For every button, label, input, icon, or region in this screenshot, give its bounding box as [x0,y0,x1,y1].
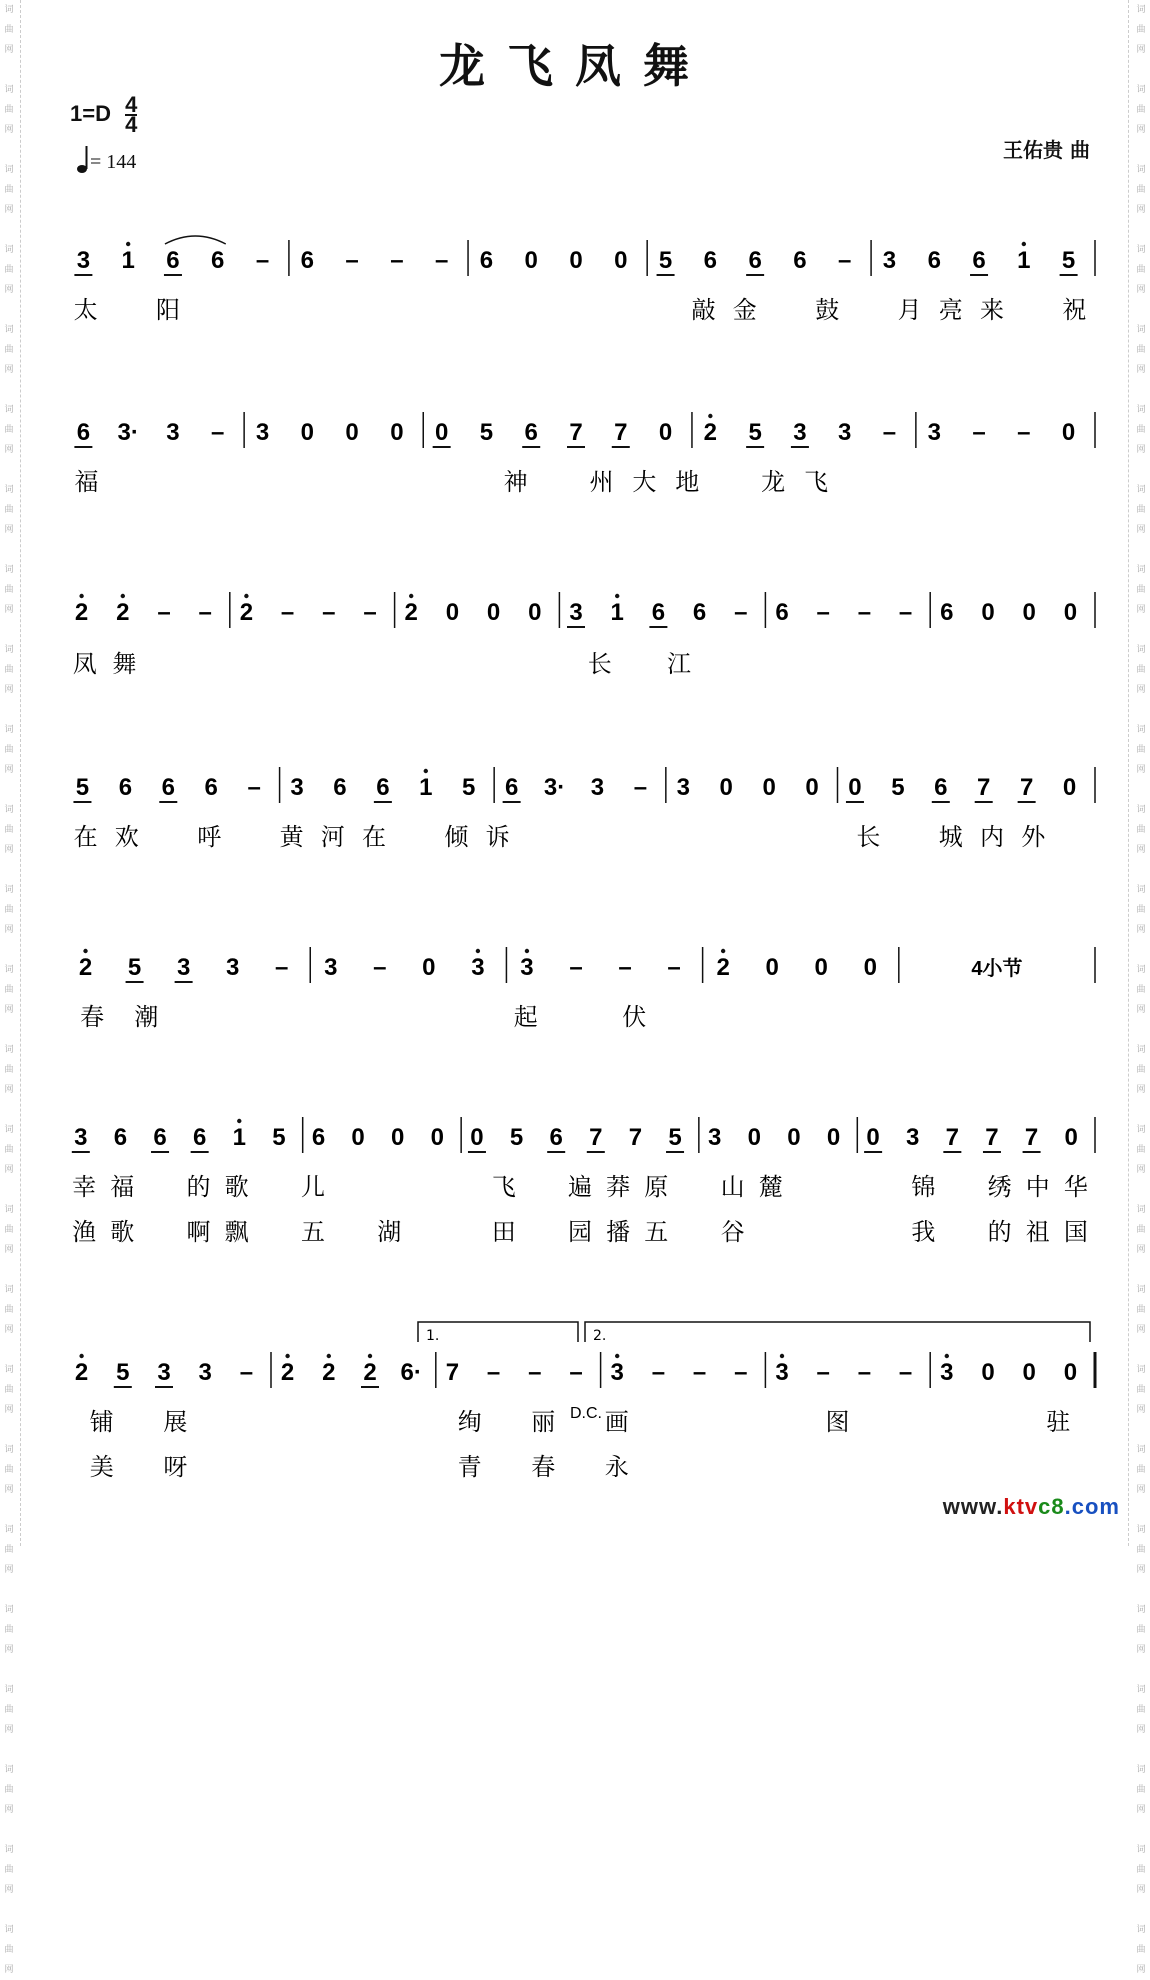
note: 2 [74,599,89,626]
note: 3 [906,1124,920,1151]
note: 0 [826,1124,841,1151]
note: – [363,599,377,626]
lyric-char: 青 [457,1453,482,1481]
note: 0 [528,599,542,626]
tempo-value: = 144 [90,151,137,173]
lyric-char: 春 [531,1453,556,1481]
note: 6· [400,1359,422,1386]
note: 6 [703,247,718,274]
lyric-char: 潮 [134,1003,159,1031]
note: 6 [376,774,390,801]
note: – [247,774,261,801]
note: 0 [866,1124,880,1151]
key-label: 1=D [70,100,111,126]
note: 6 [192,1124,207,1151]
lyric-char: 亮 [938,296,963,324]
lyric-char: 播 [606,1218,631,1246]
lyric-char: 春 [80,1003,105,1031]
high-octave-dot [121,594,125,598]
note: 0 [1063,1359,1078,1386]
note: 2 [239,599,254,626]
note: 3 [157,1359,171,1386]
lyric-char: 地 [675,468,700,496]
note: – [528,1359,542,1386]
lyric-char: 祖 [1025,1218,1050,1246]
note: 0 [1022,599,1036,626]
note: 7 [1019,774,1034,801]
lyric-char: 展 [163,1408,188,1436]
note: 6 [927,247,941,274]
note: 0 [658,419,673,446]
note: 0 [1062,774,1077,801]
note: 0 [524,247,538,274]
lyric-char: 永 [604,1453,629,1481]
note: 3 [940,1359,954,1386]
high-octave-dot [237,1119,241,1123]
lyric-char: 呀 [163,1453,188,1481]
lyric-char: 歌 [110,1218,135,1246]
high-octave-dot [780,1354,784,1358]
lyric-char: 的 [987,1218,1012,1246]
note: 7 [945,1124,960,1151]
lyric-char: 大 [632,468,657,496]
note: – [1017,419,1031,446]
note: 3 [255,419,270,446]
lyric-char: 绚 [457,1408,482,1436]
note: 5 [509,1124,524,1151]
note: – [972,419,986,446]
note: 3 [610,1359,624,1386]
note: 3 [74,1124,88,1151]
note: 3· [543,774,566,801]
note: – [898,599,913,626]
note: 6 [692,599,707,626]
lyric-char: 原 [644,1173,669,1201]
note: 2 [74,1359,89,1386]
lyric-char: 山 [720,1173,745,1201]
note: – [734,599,748,626]
note: 0 [765,954,779,981]
high-octave-dot [1022,242,1026,246]
high-octave-dot [615,1354,619,1358]
note: 6 [76,419,91,446]
note: 0 [300,419,314,446]
composer: 王佑贵 曲 [1003,138,1090,162]
note: 3 [590,774,605,801]
note: 2 [280,1359,295,1386]
note: 5 [748,419,762,446]
note: 6 [934,774,948,801]
note: 3 [176,954,191,981]
lyric-char: 外 [1021,823,1046,851]
high-octave-dot [945,1354,949,1358]
note: 6 [166,247,180,274]
volta-2-label: 2. [593,1328,607,1344]
note: – [255,247,270,274]
note: 7 [985,1124,999,1151]
time-top: 4 [125,92,138,117]
note: 3 [882,247,897,274]
note: 0 [1022,1359,1036,1386]
note: 7 [445,1359,460,1386]
note: 6 [113,1124,128,1151]
lyric-char: 田 [491,1218,516,1246]
lyric-char: 凤 [72,650,97,678]
watermark-com: .com [1064,1494,1120,1519]
lyric-char: 福 [74,468,99,496]
note: 6 [775,599,789,626]
lyric-char: 丽 [531,1408,556,1436]
lyric-char: 莽 [606,1173,631,1201]
note: 3 [166,419,180,446]
note: 3 [569,599,583,626]
high-octave-dot [476,949,480,953]
note: – [275,954,289,981]
high-octave-dot [409,594,413,598]
note: 0 [569,247,583,274]
note: 0 [445,599,460,626]
note: 7 [569,419,583,446]
note: – [569,1359,583,1386]
note: – [345,247,359,274]
note: 3 [927,419,941,446]
note: 0 [614,247,628,274]
high-octave-dot [424,769,428,773]
lyric-char: 画 [604,1408,629,1436]
note: 5 [272,1124,286,1151]
note: 3 [707,1124,722,1151]
lyric-char: 在 [73,823,98,851]
note: 5 [1061,247,1076,274]
lyric-char: 太 [73,296,98,324]
note: 3· [117,419,139,446]
lyric-char: 在 [362,823,386,851]
lyric-char: 倾 [444,823,469,851]
note: 5 [658,247,673,274]
note: 3 [290,774,304,801]
high-octave-dot [79,1354,83,1358]
note: 7 [1024,1124,1039,1151]
note: – [898,1359,913,1386]
note: – [838,247,852,274]
high-octave-dot [615,594,619,598]
da-capo-label: D.C. [570,1405,602,1422]
high-octave-dot [368,1354,372,1358]
lyric-char: 阳 [156,296,180,324]
note: 2 [404,599,418,626]
lyric-char: 来 [980,296,1004,324]
note: 0 [981,599,995,626]
note: – [373,954,387,981]
note: 7 [614,419,628,446]
lyric-char: 五 [300,1218,325,1246]
slur [165,236,226,244]
lyric-char: 长 [856,823,881,851]
note: 3 [793,419,807,446]
note: 7 [589,1124,603,1151]
note: 0 [422,954,436,981]
note: 0 [434,419,449,446]
lyric-char: 歌 [224,1173,249,1201]
lyric-char: 金 [732,296,757,324]
note: 0 [805,774,819,801]
lyric-char: 州 [589,468,614,496]
note: 7 [628,1124,643,1151]
note: 2 [716,954,730,981]
note: 0 [1063,599,1078,626]
watermark-k: ktv [1003,1494,1039,1519]
lyric-char: 谷 [720,1218,745,1246]
lyric-char: 美 [89,1453,114,1481]
high-octave-dot [126,242,130,246]
high-octave-dot [708,414,712,418]
lyric-char: 长 [587,650,612,678]
watermark-c: c8 [1038,1494,1065,1519]
note: 2 [363,1359,377,1386]
note: 3 [520,954,534,981]
lyric-char: 麓 [758,1173,783,1201]
high-octave-dot [525,949,529,953]
note: 0 [981,1359,995,1386]
high-octave-dot [79,594,83,598]
note: 2 [78,954,93,981]
note: 0 [863,954,877,981]
lyric-char: 园 [568,1218,592,1246]
note: – [816,599,830,626]
note: 0 [762,774,776,801]
note: – [198,599,212,626]
lyric-char: 飞 [804,468,829,496]
note: – [618,954,632,981]
note: 6 [524,419,538,446]
note: – [322,599,336,626]
note: 1 [419,774,433,801]
volta-1-bracket [418,1322,578,1342]
high-octave-dot [285,1354,289,1358]
lyric-char: 敲 [691,296,716,324]
note: – [692,1359,707,1386]
lyric-char: 驻 [1046,1408,1071,1436]
side-mark-left: 词 曲 网 词 曲 网 词 曲 网 词 曲 网 词 曲 网 词 曲 网 词 曲 网 词 曲 网 词 曲 网 词 曲 网 词 曲 网 词 曲 网 词 曲 网 词 曲 网 词 曲 网 词 曲 网 词 曲 网 词 曲 网 词 曲 网 词 曲 网 词 曲 网 词 曲 网 词 曲 网 词 曲 网 词 曲 网 [4,5,14,1975]
lyric-char: 龙 [761,468,786,496]
lyric-char: 湖 [377,1218,402,1246]
note: 0 [1064,1124,1078,1151]
lyric-char: 渔 [72,1218,97,1246]
note: 5 [116,1359,130,1386]
high-octave-dot [244,594,248,598]
note: 0 [470,1124,484,1151]
note: – [434,247,449,274]
note: 0 [848,774,862,801]
note: – [816,1359,830,1386]
watermark-www: www. [942,1494,1004,1519]
lyric-char: 幸 [72,1173,97,1201]
lyric-char: 江 [667,650,692,678]
high-octave-dot [83,949,87,953]
lyric-char: 五 [644,1218,669,1246]
note: 5 [891,774,905,801]
note: 0 [430,1124,445,1151]
note: 6 [972,247,986,274]
note: 6 [651,599,666,626]
note: – [633,774,648,801]
note: 0 [486,599,501,626]
note: 2 [116,599,130,626]
note: 0 [747,1124,761,1151]
note: 1 [610,599,624,626]
volta-1-label: 1. [426,1328,440,1344]
lyric-char: 欢 [114,823,139,851]
note: 3 [225,954,240,981]
lyric-char: 遍 [568,1173,592,1201]
note: – [486,1359,501,1386]
lyric-char: 飘 [224,1218,249,1246]
note: 1 [232,1124,246,1151]
note: 6 [748,247,762,274]
measure-rest-label: 4小节 [971,958,1023,980]
note: 5 [127,954,142,981]
note: 5 [462,774,476,801]
note: 3 [324,954,338,981]
note: 6 [161,774,175,801]
note: – [667,954,681,981]
note: 3 [76,247,91,274]
lyric-char: 国 [1063,1218,1088,1246]
lyric-char: 飞 [491,1173,516,1201]
note: 6 [479,247,494,274]
note: 5 [479,419,494,446]
lyric-char: 起 [513,1003,538,1031]
note: 0 [719,774,733,801]
lyric-char: 我 [911,1218,936,1246]
note: – [239,1359,254,1386]
lyric-char: 图 [825,1408,850,1436]
lyric-char: 的 [186,1173,211,1201]
note: 0 [345,419,359,446]
note: 2 [703,419,718,446]
note: 5 [668,1124,682,1151]
lyric-char: 绣 [987,1173,1012,1201]
note: 6 [333,774,347,801]
note: 6 [211,247,225,274]
note: – [211,419,225,446]
lyric-char: 诉 [485,823,510,851]
note: 7 [977,774,991,801]
note: 3 [838,419,852,446]
note: 3 [775,1359,789,1386]
lyric-char: 内 [980,823,1004,851]
song-title: 龙飞凤舞 [439,39,711,93]
note: 3 [676,774,690,801]
note: 0 [787,1124,801,1151]
lyric-char: 伏 [622,1003,647,1031]
note: 6 [300,247,314,274]
lyric-char: 黄 [279,823,304,851]
note: – [857,599,872,626]
note: 2 [322,1359,336,1386]
lyric-char: 锦 [911,1173,936,1201]
note: 0 [390,419,404,446]
lyric-char: 鼓 [815,296,840,324]
lyric-char: 啊 [186,1218,211,1246]
lyric-char: 河 [320,823,345,851]
note: – [882,419,897,446]
lyric-char: 福 [110,1173,135,1201]
lyric-char: 祝 [1062,296,1087,324]
lyric-char: 城 [938,823,963,851]
high-octave-dot [327,1354,331,1358]
note: 6 [549,1124,563,1151]
note: 0 [351,1124,365,1151]
note: 6 [153,1124,167,1151]
high-octave-dot [721,949,725,953]
note: 6 [311,1124,326,1151]
note: – [390,247,404,274]
note: – [734,1359,748,1386]
lyric-char: 神 [503,468,528,496]
lyric-char: 舞 [112,650,137,678]
note: 3 [198,1359,212,1386]
note: – [569,954,583,981]
note: – [280,599,295,626]
watermark [943,1494,1120,1520]
lyric-char: 中 [1025,1173,1050,1201]
lyric-char: 铺 [89,1408,114,1436]
note: 1 [1017,247,1031,274]
lyric-char: 儿 [300,1173,325,1201]
note: 0 [1061,419,1076,446]
note: 6 [118,774,133,801]
note: 6 [204,774,218,801]
lyric-char: 呼 [197,823,222,851]
note: 6 [793,247,807,274]
note: – [157,599,171,626]
note: – [651,1359,666,1386]
note: 0 [391,1124,405,1151]
note: 1 [121,247,135,274]
note: 3 [471,954,485,981]
lyric-char: 月 [897,296,922,324]
volta-2-bracket [585,1322,1090,1342]
side-mark-right: 词 曲 网 词 曲 网 词 曲 网 词 曲 网 词 曲 网 词 曲 网 词 曲 网 词 曲 网 词 曲 网 词 曲 网 词 曲 网 词 曲 网 词 曲 网 词 曲 网 词 曲 网 词 曲 网 词 曲 网 词 曲 网 词 曲 网 词 曲 网 词 曲 网 词 曲 网 词 曲 网 词 曲 网 词 曲 网 [1136,5,1146,1975]
note: 0 [814,954,828,981]
note: 6 [940,599,954,626]
time-bottom: 4 [125,112,138,137]
note: 5 [75,774,90,801]
lyric-char: 华 [1063,1173,1088,1201]
note: 6 [504,774,519,801]
note: – [857,1359,872,1386]
